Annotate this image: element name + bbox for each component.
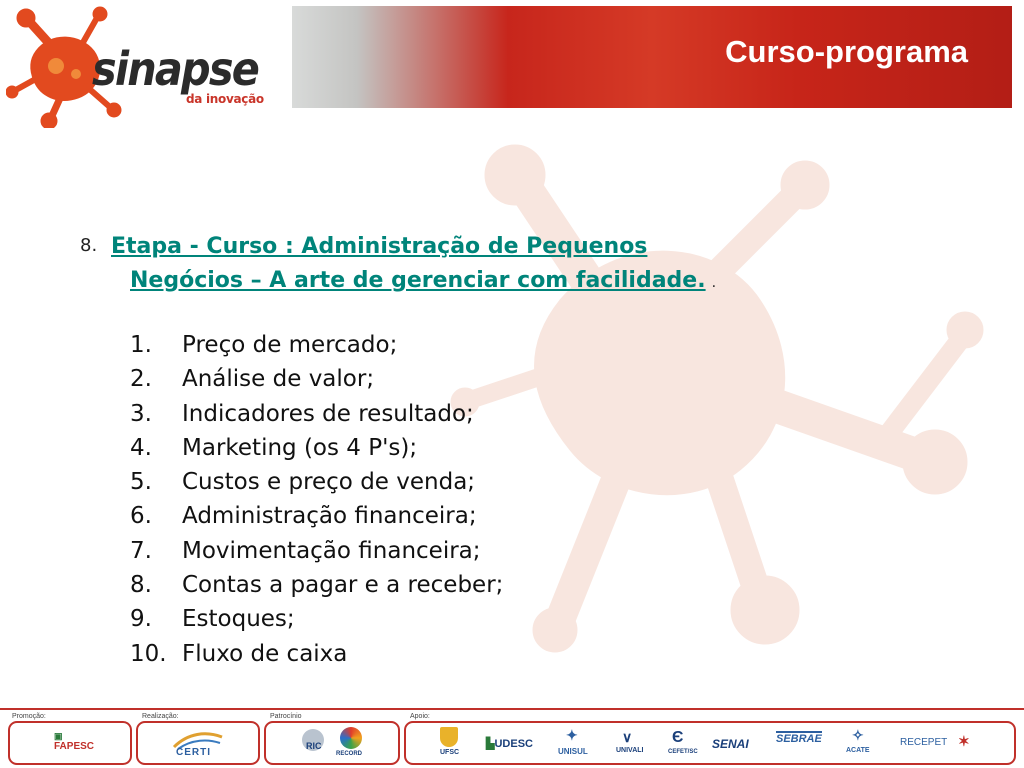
list-item-number: 3.: [130, 400, 152, 427]
footer-divider: [0, 708, 1024, 710]
ufsc-logo: UFSC: [440, 749, 460, 756]
list-item-text: Administração financeira;: [182, 503, 477, 530]
list-item-text: Marketing (os 4 P's);: [182, 434, 418, 461]
list-item-number: 1.: [130, 332, 152, 358]
list-item: [130, 503, 503, 537]
list-item-text: Custos e preço de venda;: [182, 469, 476, 496]
senai-logo: SENAI: [712, 737, 749, 751]
record-logo: RECORD: [336, 751, 363, 757]
udesc-label: UDESC: [494, 738, 533, 750]
etapa-title-line2: Negócios – A arte de gerenciar com facilidade.: [130, 268, 706, 293]
recepet-mark-icon: ✶: [958, 733, 970, 749]
list-item-number: 7.: [130, 537, 152, 564]
patrocinio-box: [264, 721, 400, 765]
header-banner: [292, 6, 1012, 108]
list-item: [130, 572, 503, 606]
fapesc-logo-icon: ▣: [54, 731, 63, 741]
apoio-box: [404, 721, 1016, 765]
etapa-number: 8.: [80, 235, 98, 256]
fapesc-logo: FAPESC: [54, 741, 95, 752]
list-item: [130, 401, 503, 435]
logo-wordmark: sinapse: [92, 42, 259, 96]
udesc-logo: [486, 737, 533, 750]
list-item-number: 5.: [130, 469, 152, 496]
acate-logo: ACATE: [846, 747, 870, 754]
list-item-text: Contas a pagar e a receber;: [182, 572, 504, 599]
label-apoio: Apoio:: [410, 713, 430, 720]
list-item-text: Análise de valor;: [182, 366, 375, 393]
etapa-title: [111, 230, 811, 300]
etapa-title-line1: Etapa - Curso : Administração de Pequenos: [111, 234, 648, 259]
ufsc-crest-icon: [440, 727, 458, 747]
etapa-trailing-dot: .: [711, 275, 717, 291]
label-promocao: Promoção:: [12, 713, 46, 720]
list-item-text: Movimentação financeira;: [182, 537, 481, 564]
list-item-number: 9.: [130, 606, 152, 633]
list-item-number: 10.: [130, 640, 167, 667]
ric-logo: RIC: [306, 741, 322, 751]
label-realizacao: Realização:: [142, 713, 179, 720]
sebrae-logo: SEBRAE: [776, 733, 822, 745]
univali-mark-icon: ∨: [622, 729, 633, 745]
list-item-text: Indicadores de resultado;: [182, 400, 474, 427]
list-item: [130, 469, 503, 503]
promocao-box: [8, 721, 132, 765]
list-item-number: 2.: [130, 366, 152, 393]
list-item: [130, 366, 503, 400]
certi-logo: CERTI: [176, 747, 211, 758]
realizacao-box: [136, 721, 260, 765]
list-item: [130, 538, 503, 572]
page-title: Curso-programa: [725, 34, 968, 69]
sinapse-logo: [6, 6, 291, 128]
recepet-logo: RECEPET: [900, 737, 948, 748]
list-item-text: Preço de mercado;: [182, 332, 398, 358]
logo-tagline: da inovação: [186, 92, 264, 106]
list-item-number: 8.: [130, 572, 152, 599]
cefet-logo: CEFET/SC: [668, 749, 698, 755]
unisul-logo: UNISUL: [558, 747, 588, 756]
list-item: [130, 606, 503, 640]
unisul-star-icon: ✦: [566, 727, 578, 743]
list-item-text: Estoques;: [182, 606, 295, 633]
list-item: [130, 641, 503, 675]
univali-logo: UNIVALI: [616, 747, 644, 754]
udesc-mark-icon: ▙: [486, 738, 495, 750]
list-item: [130, 332, 503, 366]
label-patrocinio: Patrocínio: [270, 713, 302, 720]
list-item-text: Fluxo de caixa: [182, 640, 348, 667]
acate-star-icon: ✧: [852, 727, 864, 743]
topics-list: [130, 332, 503, 675]
cefet-mark-icon: Є: [672, 729, 684, 746]
record-logo-icon: [340, 727, 362, 749]
list-item-number: 4.: [130, 434, 152, 461]
list-item-number: 6.: [130, 503, 152, 530]
list-item: [130, 435, 503, 469]
